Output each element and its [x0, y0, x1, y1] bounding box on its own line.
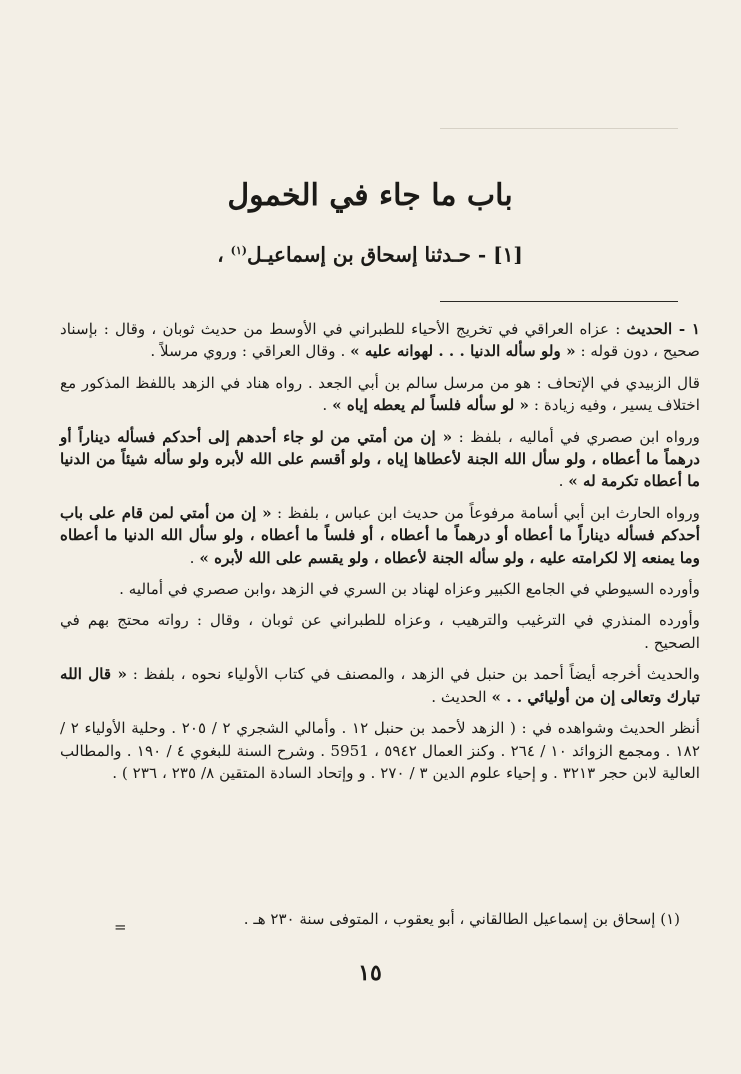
- page-number: ١٥: [358, 960, 382, 986]
- quoted-hadith-text: « لو سأله فلساً لم يعطه إياه »: [332, 396, 530, 415]
- commentary-paragraph: [60, 502, 700, 569]
- quoted-hadith-text: « ولو سأله الدنيا . . . لهوانه عليه »: [350, 342, 576, 361]
- quoted-hadith-text: « إن من أمتي لمن قام على باب أحدكم فسأله ديناراً ما أعطاه أو درهماً ما أعطاه ، أو فلساً ما أعطاه ، ولو سأل الله الدنيا ما أعطاه وما يمنعه إلا لكرامته عليه ، ولو سأله الجنة لأعطاه ، ولو يقسم على الله لأبره »: [60, 503, 700, 567]
- chapter-title: باب ما جاء في الخمول: [227, 178, 513, 213]
- commentary-body: [60, 318, 700, 793]
- paragraph-text: ورواه الحارث ابن أبي أسامة مرفوعاً من حديث ابن عباس ، بلفظ :: [271, 503, 700, 522]
- commentary-paragraph: [60, 372, 700, 417]
- commentary-paragraph: [60, 426, 700, 493]
- footnote-ref: (١): [230, 244, 247, 257]
- hadith-chain-heading: [90, 236, 650, 270]
- paragraph-text: : عزاه العراقي في تخريج الأحياء للطبراني في الأوسط من حديث ثوبان ، وقال : بإسناد صحيح ، دون قوله :: [60, 320, 700, 361]
- footnote: (١) إسحاق بن إسماعيل الطالقاني ، أبو يعقوب ، المتوفى سنة ٢٣٠ هـ .: [243, 910, 680, 928]
- separator-rule: [440, 301, 678, 302]
- paragraph-text: .: [189, 548, 200, 567]
- commentary-paragraph: [60, 717, 700, 784]
- bleed-through-rule: [440, 128, 678, 129]
- paragraph-text: .: [322, 396, 333, 415]
- commentary-paragraph: [60, 609, 700, 654]
- commentary-paragraph: [60, 578, 700, 600]
- commentary-paragraph: [60, 663, 700, 708]
- commentary-paragraph: [60, 318, 700, 363]
- paragraph-text: الحديث .: [431, 687, 492, 706]
- paragraph-text: والحديث أخرجه أيضاً أحمد بن حنبل في الزهد ، والمصنف في كتاب الأولياء نحوه ، بلفظ :: [126, 665, 700, 684]
- paragraph-text: ورواه ابن صصري في أماليه ، بلفظ :: [452, 427, 700, 446]
- paragraph-text: وأورده المنذري في الترغيب والترهيب ، وعزاه للطبراني عن ثوبان ، وقال : رواته محتج بهم في الصحيح .: [60, 611, 700, 652]
- quoted-hadith-text: « إن من أمتي من لو جاء أحدهم إلى أحدكم فسأله ديناراً أو درهماً ما أعطاه ، ولو سأل الله الجنة لأعطاها إياه ، ولو أقسم على الله لأبره ولو سأله شيئاً من الدنيا ما أعطاه تكرمة له »: [60, 427, 700, 491]
- chain-text: [١] - حـدثنا إسحاق بن إسماعيـل: [247, 242, 523, 267]
- chain-trail: ،: [217, 242, 224, 267]
- paragraph-lead: ١ - الحديث: [626, 320, 700, 338]
- paragraph-text: . وقال العراقي : وروي مرسلاً .: [150, 342, 351, 361]
- footnote-continuation-mark: =: [114, 918, 127, 936]
- quoted-hadith-text: « قال الله تبارك وتعالى إن من أوليائي . . »: [60, 665, 700, 706]
- paragraph-text: أنظر الحديث وشواهده في : ( الزهد لأحمد بن حنبل ١٢ . وأمالي الشجري ٢ / ٢٠٥ . وحلية الأولياء ٢ / ١٨٢ . ومجمع الزوائد ١٠ / ٢٦٤ . وكنز العمال ٥٩٤٢ ، 5951 . وشرح السنة للبغوي ٤ / ١٩٠ . والمطالب العالية لابن حجر ٣٢١٣ . و إحياء علوم الدين ٣ / ٢٧٠ . و وإتحاد السادة المتقين ٨/ ٢٣٥ ، ٢٣٦ ) .: [60, 719, 700, 782]
- paragraph-text: وأورده السيوطي في الجامع الكبير وعزاه لهناد بن السري في الزهد ،وابن صصري في أماليه .: [119, 580, 700, 599]
- paragraph-text: قال الزبيدي في الإتحاف : هو من مرسل سالم بن أبي الجعد . رواه هناد في الزهد باللفظ المذكور مع اختلاف يسير ، وفيه زيادة :: [60, 373, 700, 415]
- paragraph-text: .: [558, 472, 569, 491]
